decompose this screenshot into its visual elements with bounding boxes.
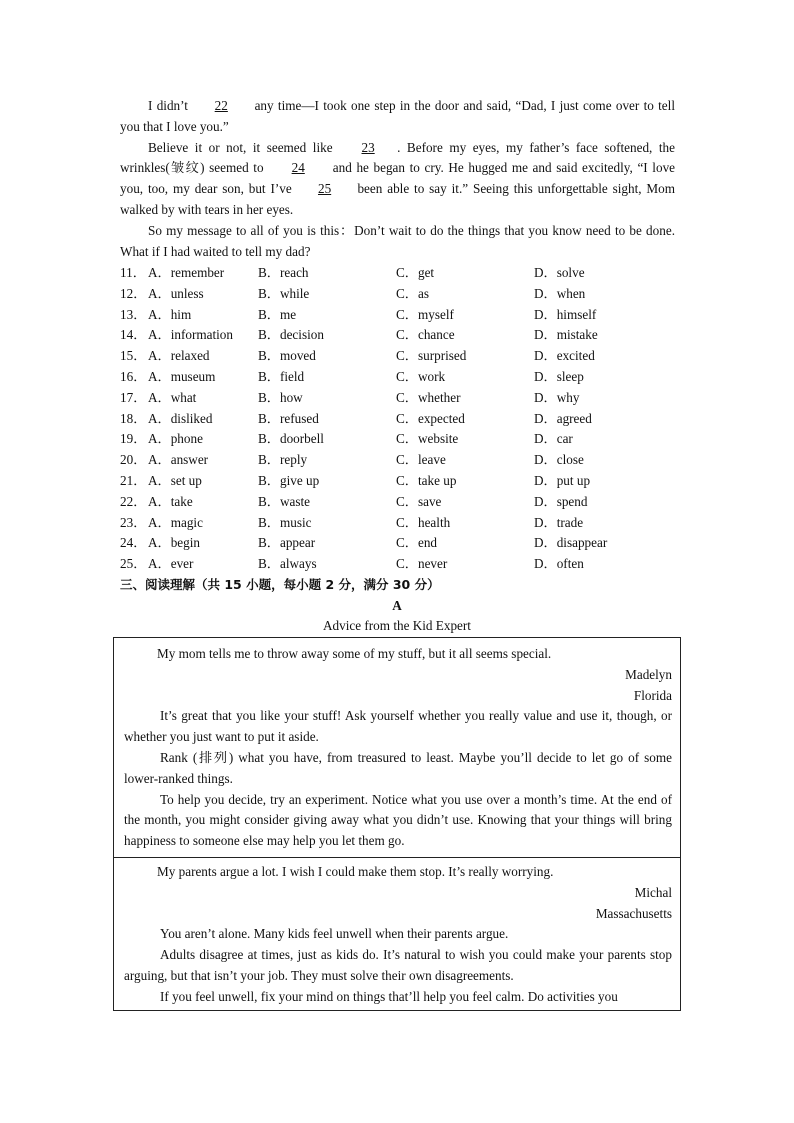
option-a: A．remember [148, 265, 225, 280]
option-row [120, 388, 680, 409]
option-c: C．expected [396, 410, 465, 426]
option-b: B．field [258, 368, 305, 384]
option-c: C．never [396, 556, 448, 572]
letter-answer: Rank (排列) what you have, from treasured to least. Maybe you’ll decide to let go of some lower-ranked things. [124, 749, 672, 786]
option-row [120, 284, 680, 305]
option-d: D．solve [534, 265, 585, 280]
passage-text: Believe it or not, it seemed like [148, 139, 340, 155]
option-a: A．begin [148, 535, 201, 551]
question-number: 12． [120, 285, 147, 301]
option-b: B．appear [258, 535, 316, 551]
cloze-passage [120, 96, 675, 262]
question-number: 13． [120, 306, 147, 322]
question-number: 11． [120, 265, 146, 280]
box-divider [114, 857, 680, 858]
option-d: D．put up [534, 472, 591, 488]
passage-title: Advice from the Kid Expert [323, 618, 471, 633]
option-a: A．magic [148, 514, 203, 530]
option-row [120, 533, 680, 554]
letter-answer: Adults disagree at times, just as kids do. It’s natural to wish you could make your parents stop arguing, but that isn’t your job. They must solve their own disagreements. [124, 947, 672, 983]
option-b: B．give up [258, 472, 320, 488]
blank-24: 24 [291, 160, 305, 176]
passage-text: been able to say it.” Seeing this unforgettable sight, Mom walked by with tears in her eyes. [120, 181, 675, 217]
passage-text: . Before my eyes, my father’s face softened, the wrinkles(皱纹) seemed to [120, 139, 675, 176]
option-c: C．work [396, 368, 446, 384]
option-d: D．sleep [534, 368, 584, 384]
letter-answer: If you feel unwell, fix your mind on things that’ll help you feel calm. Do activities you [160, 988, 618, 1004]
question-number: 23． [120, 514, 147, 530]
question-number: 24． [120, 535, 147, 551]
letter-answer: You aren’t alone. Many kids feel unwell when their parents argue. [160, 926, 509, 942]
option-c: C．save [396, 493, 442, 509]
advice-box [113, 637, 681, 1011]
passage-text: any time—I took one step in the door and said, “Dad, I just come over to tell you that I love you.” [120, 98, 675, 134]
option-c: C．chance [396, 327, 455, 343]
blank-25: 25 [317, 181, 332, 197]
option-d: D．often [534, 556, 584, 572]
option-row [120, 325, 680, 346]
passage-paragraph-2 [120, 138, 675, 221]
question-number: 15． [120, 348, 147, 364]
option-a: A．take [148, 493, 193, 509]
question-number: 25． [120, 556, 147, 572]
letter-name: Michal [634, 884, 672, 900]
option-b: B．while [258, 285, 310, 301]
option-d: D．car [534, 431, 573, 447]
option-row [120, 305, 680, 326]
option-d: D．spend [534, 493, 588, 509]
option-d: D．excited [534, 348, 595, 364]
letter-answer: It’s great that you like your stuff! Ask yourself whether you really value and use it, though, or whether you just want to put it aside. [124, 708, 672, 745]
option-a: A．relaxed [148, 348, 210, 364]
passage-text: I didn’t [148, 98, 193, 113]
option-b: B．reach [258, 265, 309, 280]
question-number: 21． [120, 472, 147, 488]
option-c: C．leave [396, 452, 446, 468]
option-row [120, 513, 680, 534]
option-row [120, 367, 680, 388]
question-number: 16． [120, 368, 147, 384]
option-row [120, 492, 680, 513]
question-number: 17． [120, 389, 147, 405]
option-c: C．as [396, 285, 429, 301]
answer-options-list [120, 263, 680, 575]
option-c: C．get [396, 265, 435, 280]
option-c: C．surprised [396, 348, 467, 364]
option-a: A．set up [148, 472, 202, 488]
option-a: A．answer [148, 452, 209, 468]
option-b: B．reply [258, 452, 308, 468]
option-a: A．ever [148, 556, 194, 572]
option-b: B．waste [258, 493, 311, 509]
option-d: D．agreed [534, 410, 592, 426]
option-d: D．when [534, 285, 586, 301]
option-c: C．health [396, 514, 451, 530]
option-d: D．disappear [534, 535, 608, 551]
option-b: B．how [258, 389, 303, 405]
option-row [120, 554, 680, 575]
letter-answer: To help you decide, try an experiment. Notice what you use over a month’s time. At the end of the month, you might consider giving away what you didn’t use. Knowing that your things will bring happiness to someone else may help you let them go. [124, 791, 672, 849]
option-c: C．whether [396, 389, 461, 405]
advice-letter-2 [114, 862, 680, 1008]
option-d: D．trade [534, 514, 584, 530]
advice-letter-1 [114, 644, 680, 852]
option-a: A．him [148, 306, 192, 322]
section-heading: 三、阅读理解（共 15 小题，每小题 2 分，满分 30 分） [120, 577, 440, 592]
option-b: B．always [258, 556, 317, 572]
option-b: B．me [258, 306, 297, 322]
passage-letter: A [392, 598, 402, 613]
passage-paragraph-3: So my message to all of you is this：Don’t wait to do the things that you know need to be done. What if I had waited to tell my dad? [120, 222, 675, 259]
letter-question: My mom tells me to throw away some of my stuff, but it all seems special. [157, 646, 552, 661]
option-c: C．myself [396, 306, 454, 322]
option-d: D．himself [534, 306, 597, 322]
option-row [120, 346, 680, 367]
option-b: B．music [258, 514, 312, 530]
option-b: B．moved [258, 348, 316, 364]
option-row [120, 429, 680, 450]
question-number: 19． [120, 431, 147, 447]
option-a: A．disliked [148, 410, 213, 426]
option-a: A．information [148, 327, 233, 343]
blank-22: 22 [214, 98, 228, 113]
option-b: B．doorbell [258, 431, 324, 447]
letter-place: Massachusetts [595, 905, 672, 921]
letter-name: Madelyn [625, 666, 672, 682]
letter-place: Florida [633, 687, 672, 703]
passage-text: and he began to cry. He hugged me and said excitedly, “I love you, too, my dear son, but I’ve [120, 160, 676, 197]
option-a: A．unless [148, 285, 204, 301]
letter-question: My parents argue a lot. I wish I could make them stop. It’s really worrying. [157, 864, 554, 879]
blank-23: 23 [361, 139, 375, 155]
question-number: 22． [120, 493, 147, 509]
option-b: B．refused [258, 410, 319, 426]
option-row [120, 263, 680, 284]
question-number: 14． [120, 327, 147, 343]
option-d: D．why [534, 389, 580, 405]
option-row [120, 409, 680, 430]
option-d: D．mistake [534, 327, 598, 343]
question-number: 18． [120, 410, 147, 426]
passage-paragraph-1 [120, 96, 675, 138]
option-c: C．take up [396, 472, 457, 488]
option-row [120, 471, 680, 492]
option-d: D．close [534, 452, 584, 468]
option-b: B．decision [258, 327, 324, 343]
question-number: 20． [120, 452, 147, 468]
option-c: C．website [396, 431, 459, 447]
option-c: C．end [396, 535, 438, 551]
option-a: A．phone [148, 431, 203, 447]
option-a: A．museum [148, 368, 216, 384]
option-row [120, 450, 680, 471]
option-a: A．what [148, 389, 197, 405]
